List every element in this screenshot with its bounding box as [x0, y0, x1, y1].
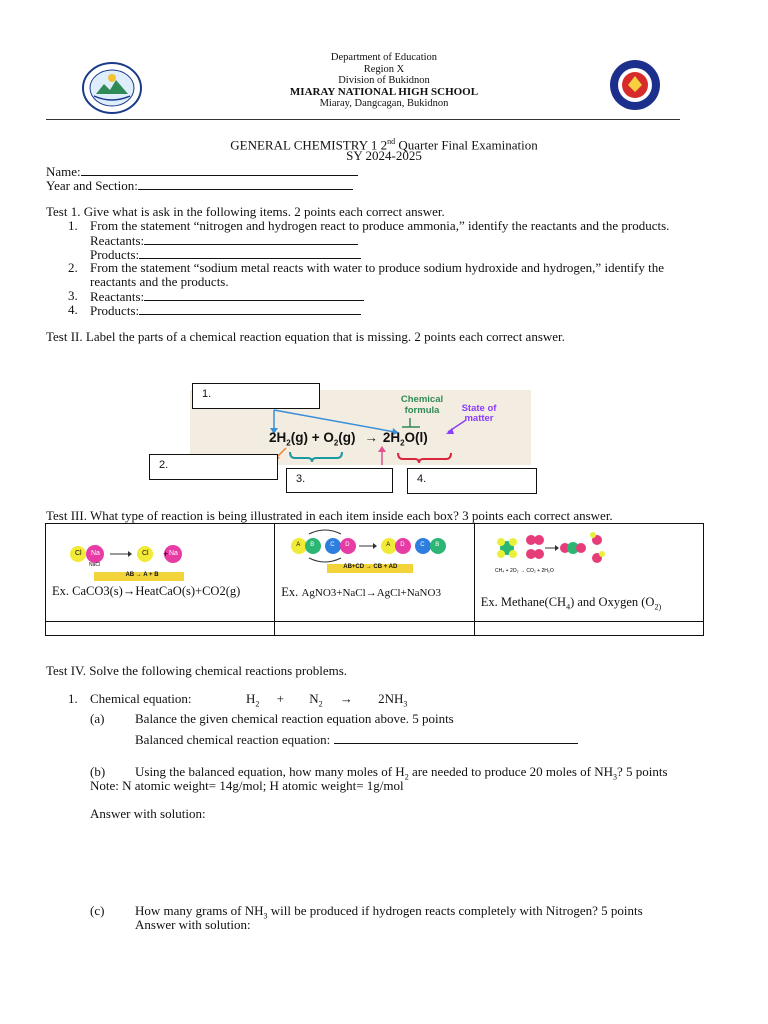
answer-prompt-2: Answer with solution: [135, 917, 251, 932]
answer-box-3[interactable] [286, 468, 393, 493]
reactants-label: Reactants: [90, 233, 145, 248]
answer-box-4-label: 4. [417, 473, 427, 485]
example-2 [281, 585, 441, 600]
title-sup: nd [387, 137, 396, 146]
eq-reactant-h: 2H [269, 430, 287, 445]
eq-state: (g) [338, 430, 356, 445]
combustion-diagram [493, 526, 613, 574]
ex-3-sub1: 4 [566, 602, 571, 612]
balanced-equation-field[interactable] [135, 732, 578, 747]
answer-cell-1[interactable] [46, 622, 275, 636]
eq-product-b: O(l) [404, 430, 428, 445]
ex-3-sub2: 2) [654, 602, 662, 612]
dept-name: Department of Education [330, 52, 438, 63]
test1-heading: Test 1. Give what is ask in the following items. 2 points each correct answer. [46, 204, 445, 219]
reactants-blank[interactable] [144, 233, 358, 245]
pe-h-sub: 2 [255, 699, 260, 709]
answer-box-3-label: 3. [296, 473, 306, 485]
test1-item-2b: reactants and the products. [90, 274, 229, 289]
school-year: SY 2024-2025 [346, 148, 422, 163]
name-field[interactable] [46, 164, 358, 179]
answer-box-1-label: 1. [202, 388, 212, 400]
school-address: Miaray, Dangcagan, Bukidnon [319, 98, 449, 109]
balanced-label: Balanced chemical reaction equation: [135, 732, 331, 747]
dd-atom-d2: D [400, 542, 405, 548]
eq-sub: 2 [286, 438, 291, 448]
header-divider [46, 119, 680, 120]
answer-box-2-label: 2. [159, 459, 169, 471]
dd-atom-b: B [310, 542, 315, 548]
part-c-text-b: will be produced if hydrogen reacts completely with Nitrogen? 5 points [267, 903, 643, 918]
part-b-sub1: 2 [404, 772, 409, 782]
pe-n-sub: 2 [318, 699, 323, 709]
label-formula-line1: Chemical [400, 394, 444, 405]
division: Division of Bukidnon [338, 75, 430, 86]
pe-plus: + [276, 691, 284, 706]
name-blank[interactable] [81, 164, 358, 176]
year-section-label: Year and Section: [46, 178, 138, 193]
example-3 [481, 595, 661, 615]
school-name: MIARAY NATIONAL HIGH SCHOOL [289, 85, 479, 98]
deped-seal-right [604, 58, 666, 112]
pe-nh-sub: 3 [403, 699, 408, 709]
test1-num-2: 2. [68, 260, 78, 275]
part-b-sub2: 3 [613, 772, 618, 782]
letterhead [234, 52, 534, 110]
dd-atom-d: D [345, 542, 350, 548]
ex-2-prefix: Ex. [281, 585, 299, 599]
part-b-text-b: are needed to produce 20 moles of NH [408, 764, 614, 779]
eq-arrow: → [364, 430, 378, 445]
products-label-2: Products: [90, 303, 140, 318]
decomp-atom-na-2: Na [169, 550, 178, 557]
pe-arrow: → [339, 691, 353, 706]
chem-eq-label: Chemical equation: [90, 691, 192, 706]
label-formula-line2: formula [404, 405, 440, 416]
part-c-sub: 3 [263, 911, 268, 921]
title-text-b: Quarter Final Examination [395, 137, 538, 153]
dd-atom-a: A [296, 542, 301, 548]
reactants-field-1[interactable] [90, 233, 358, 248]
table-cell-ex3 [474, 524, 703, 622]
school-logo-left [82, 62, 142, 114]
table-cell-ex2 [275, 524, 474, 622]
decomp-atom-na: Na [91, 550, 100, 557]
ex-1-prefix: Ex. [52, 584, 70, 598]
reactants-label-2: Reactants: [90, 289, 145, 304]
answer-box-4[interactable] [407, 468, 537, 494]
eq-product: 2H [382, 430, 401, 445]
pe-h: H [246, 691, 256, 706]
svg-text:CH₄ + 2O₂ → CO₂ + 2: CH₄ + 2O₂ → CO₂ + 2H₂O [494, 568, 554, 574]
label-state-line1: State of [461, 403, 497, 414]
ex-3-text-a: Ex. Methane(CH [480, 595, 567, 609]
test1-num-4: 4. [68, 302, 78, 317]
eq-sub2: 2 [333, 438, 339, 448]
example-1 [52, 584, 240, 598]
pe-nh: 2NH [378, 691, 404, 706]
test2-heading: Test II. Label the parts of a chemical reaction equation that is missing. 2 points each correct answer. [46, 329, 565, 344]
test4-num-1: 1. [68, 691, 78, 706]
title-text-a: GENERAL CHEMISTRY 1 2 [230, 137, 388, 153]
region: Region X [363, 63, 405, 75]
part-c-label: (c) [90, 903, 105, 918]
atomic-weight-note: Note: N atomic weight= 14g/mol; H atomic weight= 1g/mol [90, 778, 404, 793]
decomp-atom-cl-2: Cl [142, 550, 149, 557]
test3-heading: Test III. What type of reaction is being illustrated in each item inside each box? 3 points each correct answer. [46, 508, 613, 523]
part-b-text-a: Using the balanced equation, how many moles of H [135, 764, 405, 779]
label-state-line2: matter [464, 413, 494, 424]
test1-num-1: 1. [68, 218, 78, 233]
answer-cell-3[interactable] [474, 622, 703, 636]
dd-atom-b2: B [435, 542, 440, 548]
answer-box-2[interactable] [149, 454, 278, 480]
products-label: Products: [90, 247, 140, 262]
products-blank-2[interactable] [139, 303, 361, 315]
reaction-types-table [45, 523, 704, 636]
dd-atom-c2: C [420, 542, 425, 548]
year-section-field[interactable] [46, 178, 353, 193]
test1-item-1: From the statement “nitrogen and hydrogen react to produce ammonia,” identify the reactants and the products. [90, 218, 670, 233]
reactants-blank-2[interactable] [144, 289, 364, 301]
answer-space-1[interactable] [90, 824, 690, 896]
name-label: Name: [46, 164, 81, 179]
ex-3-text-b: ) and Oxygen (O [570, 595, 655, 609]
part-a-label: (a) [90, 711, 105, 726]
svg-text:+: + [163, 549, 169, 559]
part-c-text-a: How many grams of NH [135, 903, 264, 918]
table-cell-ex1 [46, 524, 275, 622]
test4-heading: Test IV. Solve the following chemical reactions problems. [46, 663, 348, 678]
answer-prompt-1: Answer with solution: [90, 806, 206, 821]
part-a-text: Balance the given chemical reaction equation above. 5 points [135, 711, 454, 726]
products-field-2[interactable] [90, 303, 361, 318]
dd-atom-c: C [330, 542, 335, 548]
part-b-text-c: ? 5 points [617, 764, 668, 779]
eq-product-sub: 2 [400, 438, 405, 448]
pe-n: N [309, 691, 319, 706]
problem-equation [246, 692, 407, 712]
year-section-blank[interactable] [138, 178, 353, 190]
decomp-atom-cl: Cl [75, 550, 82, 557]
dd-rule-label: AB+CD → CB + AD [343, 564, 398, 570]
part-b-label: (b) [90, 764, 106, 779]
reactants-field-2[interactable] [90, 289, 364, 304]
chemical-equation [269, 430, 428, 448]
answer-cell-2[interactable] [275, 622, 474, 636]
answer-space-2[interactable] [135, 934, 695, 1014]
decomp-small-label: NaCl [89, 562, 101, 568]
test1-item-2a: From the statement “sodium metal reacts with water to produce sodium hydroxide and hydrogen,” identify the [90, 260, 665, 275]
test1-num-3: 3. [68, 288, 78, 303]
ex-1-equation: CaCO3(s)→HeatCaO(s)+CO2(g) [72, 584, 241, 598]
dd-atom-a2: A [386, 542, 391, 548]
balanced-blank[interactable] [334, 732, 578, 744]
eq-reactant-o: (g) + O [290, 430, 334, 445]
products-blank[interactable] [139, 247, 361, 259]
answer-box-1[interactable] [192, 383, 320, 409]
decomp-rule-label: AB → A + B [125, 572, 159, 578]
ex-2-equation: AgNO3+NaCl→AgCl+NaNO3 [301, 587, 441, 599]
